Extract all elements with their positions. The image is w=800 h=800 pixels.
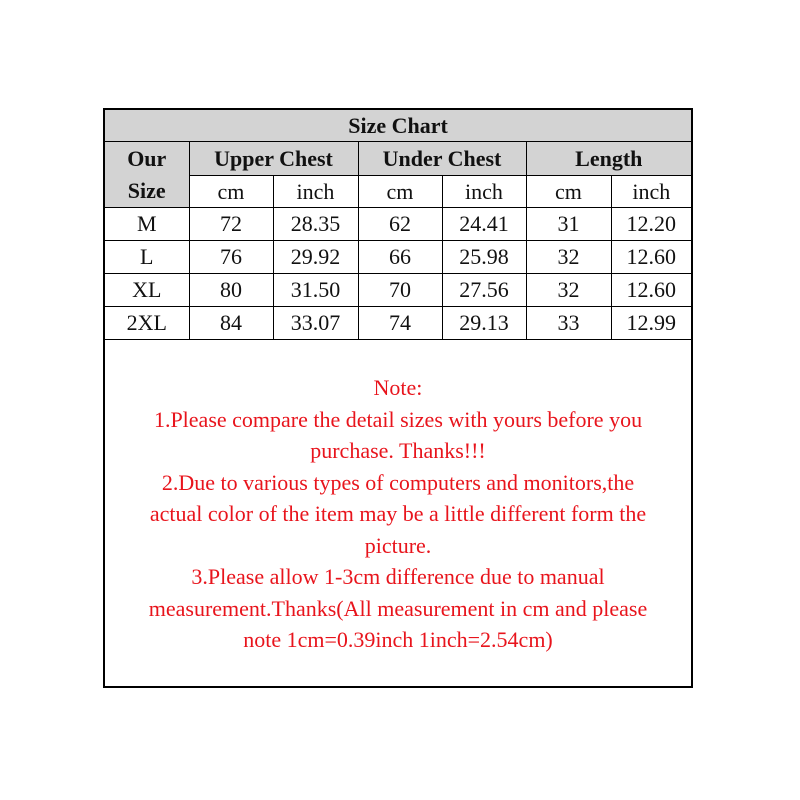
value-cell: 12.60 [611,241,691,274]
value-cell: 62 [358,208,442,241]
unit-cell: cm [189,176,273,208]
value-cell: 32 [526,241,611,274]
value-cell: 12.60 [611,274,691,307]
size-header-top: Our [105,142,189,176]
note-block [105,372,691,656]
table-row [105,307,691,340]
size-cell: L [105,241,189,274]
value-cell: 29.92 [273,241,358,274]
note-line: 3.Please allow 1-3cm difference due to manual [191,564,605,589]
value-cell: 70 [358,274,442,307]
header-row [105,142,691,176]
group-header-upper-chest: Upper Chest [189,142,358,176]
note-line: picture. [364,532,432,558]
size-cell: XL [105,274,189,307]
size-chart-table [105,110,691,340]
value-cell: 33.07 [273,307,358,340]
size-cell: 2XL [105,307,189,340]
value-cell: 74 [358,307,442,340]
value-cell: 84 [189,307,273,340]
unit-row [105,176,691,208]
note-line: note 1cm=0.39inch 1inch=2.54cm) [243,627,553,652]
value-cell: 31.50 [273,274,358,307]
table-row [105,241,691,274]
value-cell: 76 [189,241,273,274]
unit-cell: inch [611,176,691,208]
note-line: measurement.Thanks(All measurement in cm and please [148,595,648,621]
unit-cell: cm [358,176,442,208]
value-cell: 72 [189,208,273,241]
unit-cell: inch [442,176,526,208]
value-cell: 66 [358,241,442,274]
value-cell: 12.20 [611,208,691,241]
unit-cell: cm [526,176,611,208]
value-cell: 24.41 [442,208,526,241]
table-title: Size Chart [105,110,691,142]
note-line: purchase. Thanks!!! [310,438,486,463]
note-line: actual color of the item may be a little different form the [149,501,647,526]
note-line: 2.Due to various types of computers and monitors,the [161,469,635,495]
value-cell: 12.99 [611,307,691,340]
size-cell: M [105,208,189,241]
value-cell: 80 [189,274,273,307]
value-cell: 28.35 [273,208,358,241]
value-cell: 27.56 [442,274,526,307]
group-header-under-chest: Under Chest [358,142,526,176]
size-chart-sheet [103,108,693,688]
group-header-length: Length [526,142,691,176]
value-cell: 29.13 [442,307,526,340]
table-row [105,274,691,307]
value-cell: 25.98 [442,241,526,274]
table-row [105,208,691,241]
note-heading: Note: [373,375,423,400]
value-cell: 33 [526,307,611,340]
value-cell: 32 [526,274,611,307]
title-row [105,110,691,142]
note-line: 1.Please compare the detail sizes with yours before you [153,406,643,432]
value-cell: 31 [526,208,611,241]
unit-cell: inch [273,176,358,208]
size-header-bottom: Size [105,176,189,208]
